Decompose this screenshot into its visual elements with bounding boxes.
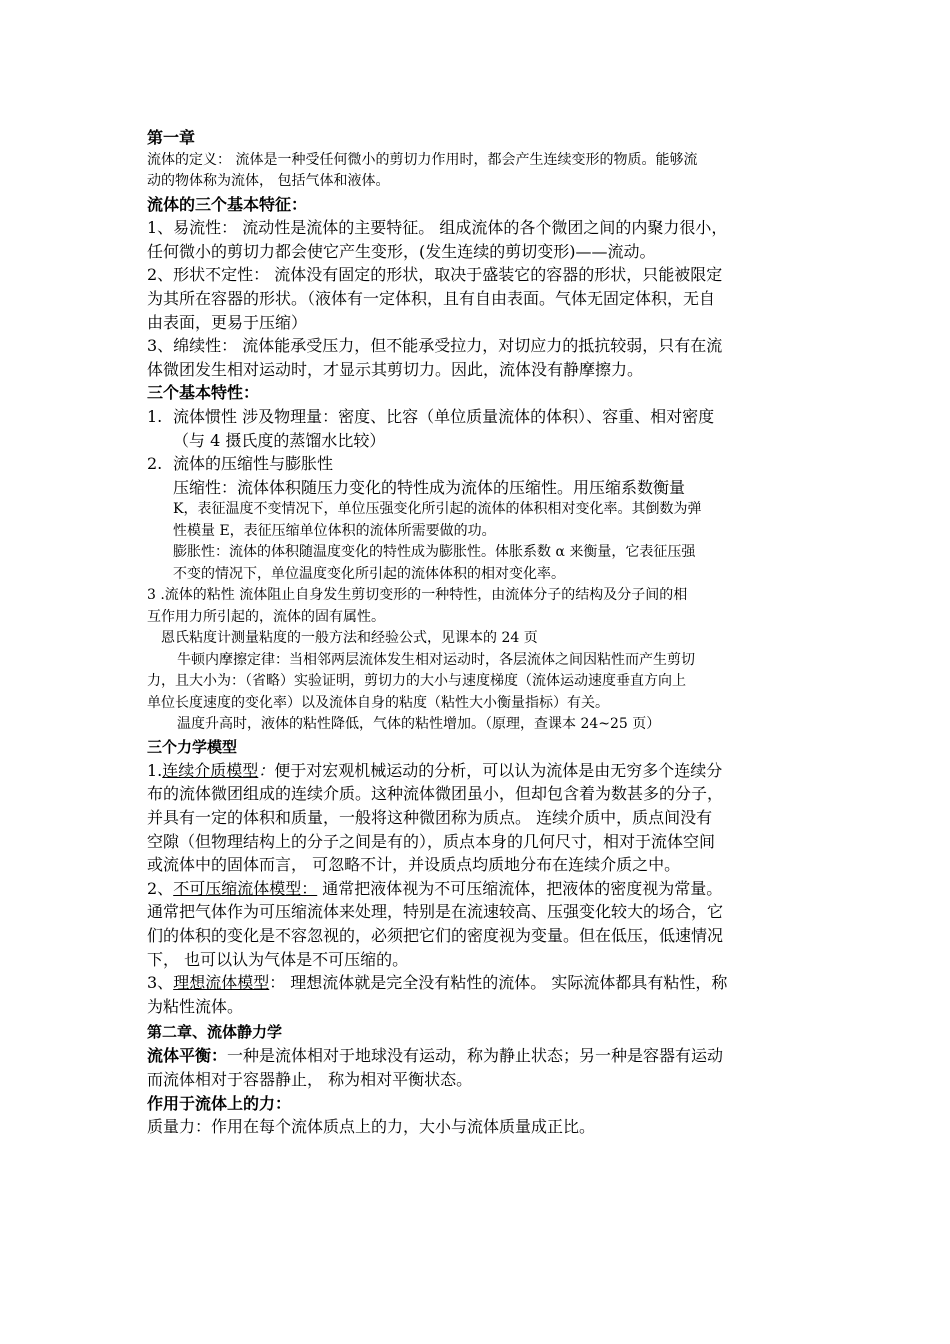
- compressibility-line-1: 压缩性：流体体积随压力变化的特性成为流体的压缩性。用压缩系数衡量: [173, 477, 686, 497]
- model-3-title: 理想流体模型: [173, 973, 270, 993]
- model-2-line-4: 下， 也可以认为气体是不可压缩的。: [147, 949, 409, 969]
- model-1-colon: ：: [258, 760, 275, 780]
- temperature-line: 温度升高时，液体的粘性降低，气体的粘性增加。（原理，查课本 24~25 页）: [177, 716, 661, 733]
- chapter-1-title: 第一章: [147, 128, 196, 147]
- model-1-line-5: 或流体中的固体而言， 可忽略不计，并设质点均质地分布在连续介质之中。: [147, 855, 681, 875]
- model-1-title: 连续介质模型: [162, 760, 259, 780]
- model-1-line-3: 并具有一定的体积和质量，一般将这种微团称为质点。 连续介质中，质点间没有: [147, 808, 713, 827]
- model-2-title: 不可压缩流体模型：: [173, 878, 318, 898]
- equilibrium-label: 流体平衡：: [147, 1046, 228, 1066]
- property-1-number: 1.: [147, 406, 163, 426]
- viscosity-line-2: 互作用力所引起的，流体的固有属性。: [147, 608, 385, 625]
- feature-2-line-1: 2、形状不定性： 流体没有固定的形状，取决于盛装它的容器的形状，只能被限定: [147, 265, 723, 285]
- expansibility-line-1: 膨胀性：流体的体积随温度变化的特性成为膨胀性。体胀系数 α 来衡量，它表征压强: [173, 544, 696, 561]
- newton-line-1: 牛顿内摩擦定律：当相邻两层流体发生相对运动时，各层流体之间因粘性而产生剪切: [177, 651, 695, 668]
- model-3-prefix: 3、: [147, 973, 174, 993]
- property-2-number: 2.: [147, 454, 163, 474]
- definition-line-2: 动的物体称为流体， 包括气体和液体。: [147, 173, 390, 190]
- feature-3-line-2: 体微团发生相对运动时，才显示其剪切力。因此，流体没有静摩擦力。: [147, 359, 644, 379]
- model-1-prefix: 1.: [147, 760, 163, 780]
- property-1-line-2: （与 4 摄氏度的蒸馏水比较）: [173, 430, 386, 450]
- model-3-text: ： 理想流体就是完全没有粘性的流体。 实际流体都具有粘性，称: [269, 973, 728, 993]
- expansibility-line-2: 不变的情况下，单位温度变化所引起的流体体积的相对变化率。: [173, 565, 565, 582]
- feature-3-line-1: 3、绵续性： 流体能承受压力，但不能承受拉力，对切应力的抵抗较弱，只有在流: [147, 336, 723, 356]
- feature-2-line-3: 由表面，更易于压缩）: [147, 312, 308, 332]
- model-1-text: 便于对宏观机械运动的分析，可以认为流体是由无穷多个连续分: [274, 760, 723, 780]
- model-2-line-3: 们的体积的变化是不容忽视的，必须把它们的密度视为变量。但在低压，低速情况: [147, 925, 724, 945]
- newton-line-2: 力，且大小为：（省略）实验证明，剪切力的大小与速度梯度（流体运动速度垂直方向上: [147, 673, 686, 690]
- model-3-line-1: [147, 971, 811, 995]
- document-page: [147, 126, 811, 1139]
- feature-1-line-1: 1、易流性： 流动性是流体的主要特征。 组成流体的各个微团之间的内聚力很小，: [147, 218, 728, 238]
- viscosity-line-1: 3 .流体的粘性 流体阻止自身发生剪切变形的一种特性，由流体分子的结构及分子间的相: [147, 587, 688, 604]
- compressibility-line-2: K，表征温度不变情况下，单位压强变化所引起的流体的体积相对变化率。其倒数为弹: [173, 501, 702, 518]
- model-2-line-1: [147, 877, 811, 901]
- feature-2-line-2: 为其所在容器的形状。（液体有一定体积，且有自由表面。气体无固定体积，无自: [147, 288, 716, 308]
- equilibrium-line-1: [147, 1044, 811, 1068]
- model-2-line-2: 通常把气体作为可压缩流体来处理，特别是在流速较高、压强变化较大的场合，它: [147, 902, 724, 922]
- property-2-title: 流体的压缩性与膨胀性: [173, 454, 334, 474]
- model-1-line-4: 空隙（但物理结构上的分子之间是有的），质点本身的几何尺寸，相对于流体空间: [147, 831, 716, 851]
- definition-line-1: 流体的定义： 流体是一种受任何微小的剪切力作用时，都会产生连续变形的物质。能够流: [147, 151, 698, 168]
- model-3-line-2: 为粘性流体。: [147, 996, 244, 1016]
- feature-1-line-2: 任何微小的剪切力都会使它产生变形，(发生连续的剪切变形)——流动。: [147, 241, 656, 261]
- property-2-title-line: [147, 452, 811, 476]
- model-2-prefix: 2、: [147, 878, 174, 898]
- chapter-2-title: 第二章、流体静力学: [147, 1023, 283, 1042]
- models-heading: 三个力学模型: [147, 737, 238, 756]
- model-1-line-1: [147, 759, 811, 783]
- property-1-line-1: [147, 405, 811, 429]
- equilibrium-line-2: 而流体相对于容器静止， 称为相对平衡状态。: [147, 1069, 473, 1089]
- mass-force-line: 质量力：作用在每个流体质点上的力，大小与流体质量成正比。: [147, 1117, 596, 1137]
- model-2-text: 通常把液体视为不可压缩流体，把液体的密度视为常量。: [317, 878, 723, 898]
- equilibrium-text: 一种是流体相对于地球没有运动，称为静止状态；另一种是容器有运动: [227, 1046, 724, 1066]
- properties-heading: 三个基本特性：: [147, 383, 260, 403]
- compressibility-line-3: 性模量 E，表征压缩单位体积的流体所需要做的功。: [173, 522, 496, 539]
- forces-heading: 作用于流体上的力：: [147, 1093, 292, 1113]
- newton-line-3: 单位长度速度的变化率）以及流体自身的粘度（粘性大小衡量指标）有关。: [147, 694, 609, 711]
- property-1-text: 流体惯性 涉及物理量：密度、比容（单位质量流体的体积）、容重、相对密度: [173, 406, 715, 426]
- engler-line: 恩氏粘度计测量粘度的一般方法和经验公式，见课本的 24 页: [161, 630, 538, 647]
- model-1-line-2: 布的流体微团组成的连续介质。这种流体微团虽小，但却包含着为数甚多的分子，: [147, 784, 724, 804]
- features-heading: 流体的三个基本特征：: [147, 194, 308, 214]
